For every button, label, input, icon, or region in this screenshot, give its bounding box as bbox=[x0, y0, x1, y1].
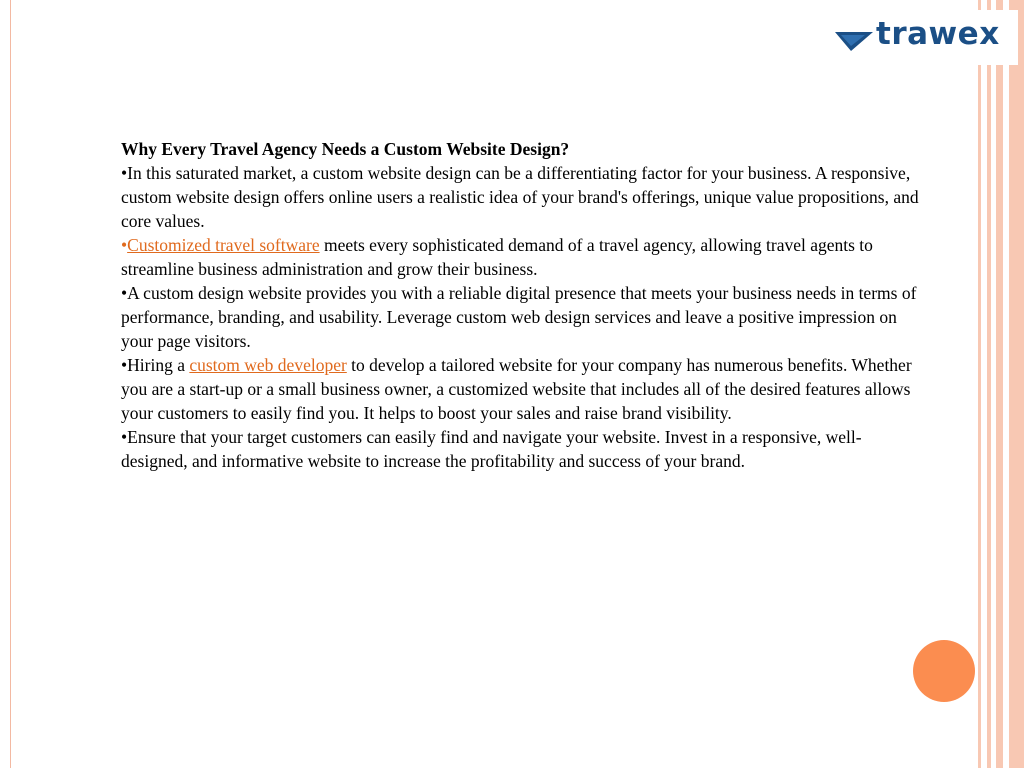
paragraph-1: •In this saturated market, a custom website design can be a differentiating factor for your business. A responsive, custom website design offers online users a realistic idea of your brand's offerings, unique value propositions, and core values. bbox=[121, 163, 919, 231]
decorative-circle bbox=[913, 640, 975, 702]
paragraph-5: •Ensure that your target customers can easily find and navigate your website. Invest in a responsive, well-designed, and informative website to increase the profitability and success of your brand. bbox=[121, 427, 862, 471]
trawex-arrow-logo-icon bbox=[835, 30, 875, 52]
custom-web-developer-link[interactable]: custom web developer bbox=[189, 355, 347, 375]
left-border-line bbox=[10, 0, 11, 768]
paragraph-4-lead: •Hiring a bbox=[121, 355, 190, 375]
paragraph-3: •A custom design website provides you with a reliable digital presence that meets your business needs in terms of performance, branding, and usability. Leverage custom web design services and leave a positive impression on your page visitors. bbox=[121, 283, 917, 351]
logo-text: trawex bbox=[876, 16, 1000, 52]
right-decorative-stripes bbox=[978, 0, 1024, 768]
bullet-mark: • bbox=[121, 235, 128, 255]
slide-content bbox=[121, 137, 921, 473]
slide-heading: Why Every Travel Agency Needs a Custom Website Design? bbox=[121, 139, 570, 159]
trawex-logo bbox=[818, 10, 1018, 65]
paragraph-4 bbox=[121, 353, 921, 425]
customized-travel-software-link[interactable]: Customized travel software bbox=[127, 235, 320, 255]
paragraph-4-text: to develop a tailored website for your company has numerous benefits. Whether you are a start-up or a small business owner, a customized website that includes all of the desired features allows your customers to easily find you. It helps to boost your sales and raise brand visibility. bbox=[121, 355, 912, 423]
paragraph-2 bbox=[121, 233, 921, 281]
paragraph-2-text: meets every sophisticated demand of a travel agency, allowing travel agents to streamline business administration and grow their business. bbox=[121, 235, 873, 279]
